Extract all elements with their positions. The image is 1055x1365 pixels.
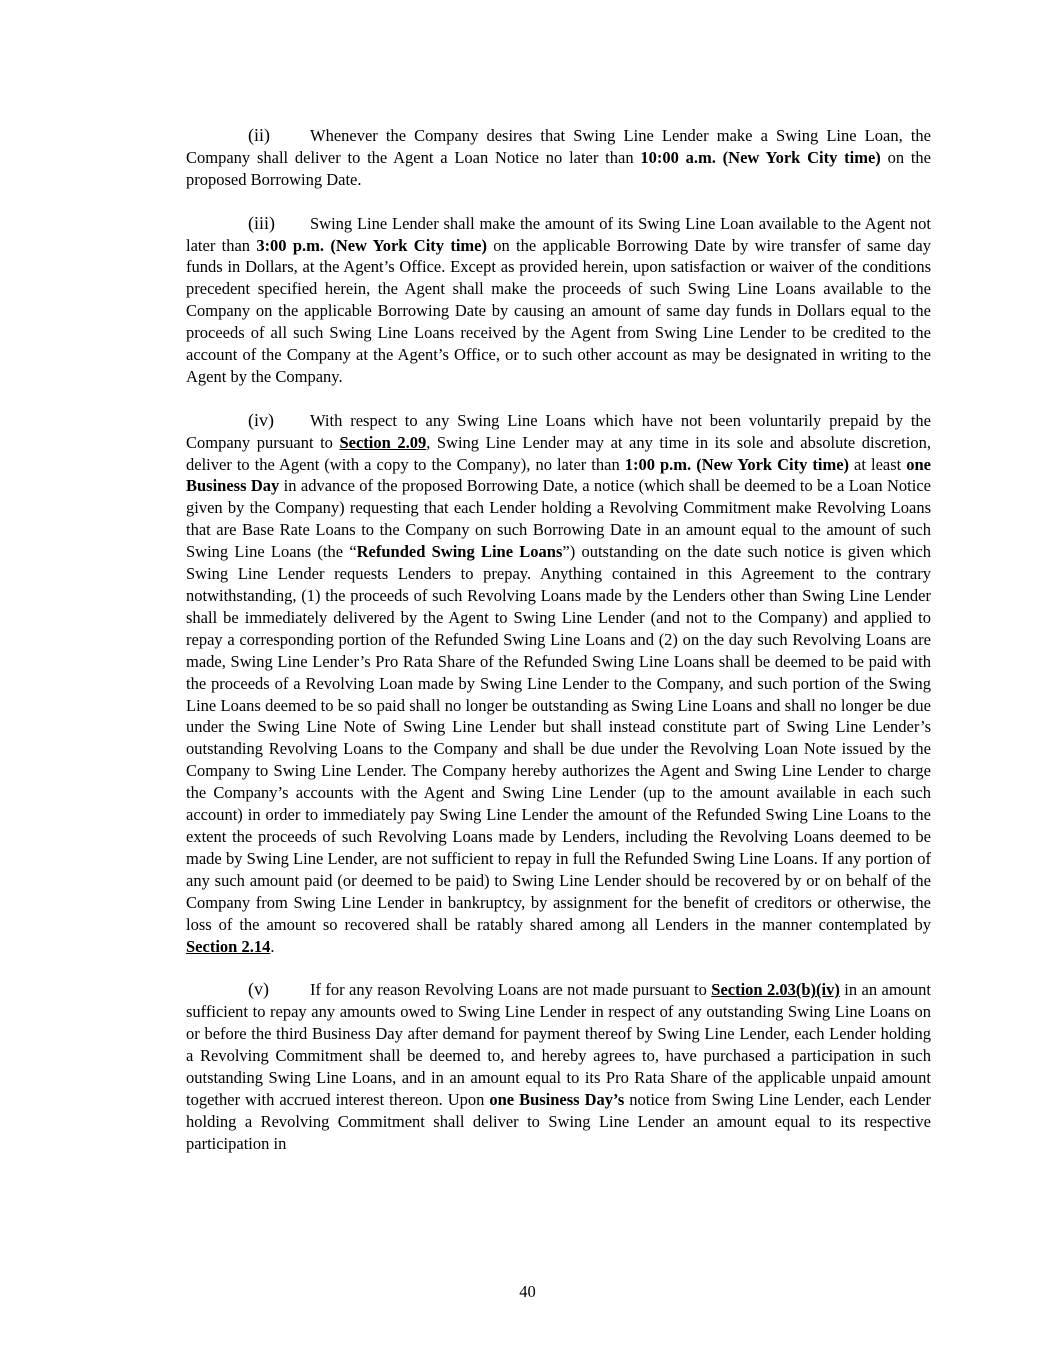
paragraph-number: (ii) [248, 125, 270, 145]
paragraph-text: in an amount sufficient to repay any amounts owed to Swing Line Lender in respect of any outstanding Swing Line Loans on or before the third Business Day after demand for payment thereof by Swing Line Lender, each Lender holding a Revolving Commitment shall be deemed to, and hereby agrees to, have purchased a participation in such outstanding Swing Line Loans, and in an amount equal to its Pro Rata Share of the applicable unpaid amount together with accrued interest thereon. Upon [186, 980, 931, 1109]
document-page [186, 125, 931, 1176]
bold-time: 1:00 p.m. (New York City time) [624, 454, 850, 474]
section-reference: Section 2.03(b)(iv) [711, 980, 840, 1000]
section-reference: Section 2.09 [339, 432, 427, 452]
paragraph-text: . [270, 936, 275, 956]
paragraph-text: ”) outstanding on the date such notice is given which Swing Line Lender requests Lenders to prepay. Anything contained in this Agreement to the contrary notwithstanding, (1) the proceeds of such Revolving Loans made by the Lenders other than Swing Line Lender shall be immediately delivered by the Agent to Swing Line Lender (and not to the Company) and applied to repay a corresponding portion of the Refunded Swing Line Loans and (2) on the day such Revolving Loans are made, Swing Line Lender’s Pro Rata Share of the Refunded Swing Line Loans shall be deemed to be paid with the proceeds of a Revolving Loan made by Swing Line Lender to the Company, and such portion of the Swing Line Loans deemed to be so paid shall no longer be outstanding as Swing Line Loans and shall no longer be due under the Swing Line Note of Swing Line Lender but shall instead constitute part of Swing Line Lender’s outstanding Revolving Loans to the Company and shall be due under the Revolving Loan Note issued by the Company to Swing Line Lender. The Company hereby authorizes the Agent and Swing Line Lender to charge the Company’s accounts with the Agent and Swing Line Lender (up to the amount available in each such account) in order to immediately pay Swing Line Lender the amount of the Refunded Swing Line Loans to the extent the proceeds of such Revolving Loans made by Lenders, including the Revolving Loans deemed to be made by Swing Line Lender, are not sufficient to repay in full the Refunded Swing Line Loans. If any portion of any such amount paid (or deemed to be paid) to Swing Line Lender should be recovered by or on behalf of the Company from Swing Line Lender in bankruptcy, by assignment for the benefit of creditors or otherwise, the loss of the amount so recovered shall be ratably shared among all Lenders in the manner contemplated by [186, 542, 931, 934]
paragraph-text: in advance of the proposed Borrowing Date, a notice (which shall be deemed to be a Loan Notice given by the Company) requesting that each Lender holding a Revolving Commitment make Revolving Loans that are Base Rate Loans to the Company on such Borrowing Date in an amount equal to the amount of such Swing Line Loans (the “ [186, 476, 931, 562]
defined-term: Refunded Swing Line Loans [356, 542, 563, 562]
bold-term: one Business Day’s [489, 1089, 625, 1109]
bold-time: 3:00 p.m. (New York City time) [256, 235, 487, 255]
paragraph-text: at least [849, 454, 907, 474]
paragraph-text: Swing Line Lender shall make the amount of its Swing Line Loan available to the Agent not later than [186, 213, 931, 255]
paragraph-text: on the applicable Borrowing Date by wire transfer of same day funds in Dollars, at the Agent’s Office. Except as provided herein, upon satisfaction or waiver of the conditions precedent specified herein, the Agent shall make the proceeds of such Swing Line Loans available to the Company on the applicable Borrowing Date by causing an amount of same day funds in Dollars equal to the proceeds of all such Swing Line Loans received by the Agent from Swing Line Lender to be credited to the account of the Company at the Agent’s Office, or to such other account as may be designated in writing to the Agent by the Company. [186, 235, 931, 386]
paragraph-text: With respect to any Swing Line Loans which have not been voluntarily prepaid by the Company pursuant to [186, 410, 931, 452]
paragraph-text: notice from Swing Line Lender, each Lender holding a Revolving Commitment shall deliver to Swing Line Lender an amount equal to its respective participation in [186, 1089, 932, 1153]
bold-term: one Business Day [186, 454, 931, 496]
paragraph-iii [186, 213, 931, 388]
paragraph-text: , Swing Line Lender may at any time in its sole and absolute discretion, deliver to the Agent (with a copy to the Company), no later than [186, 432, 931, 474]
section-reference: Section 2.14 [186, 936, 271, 956]
paragraph-iv [186, 410, 931, 958]
paragraph-number: (iv) [248, 409, 274, 430]
bold-time: 10:00 a.m. (New York City time) [640, 147, 881, 167]
paragraph-text: on the proposed Borrowing Date. [186, 147, 932, 189]
paragraph-number: (v) [248, 979, 269, 1000]
page-number: 40 [519, 1282, 536, 1301]
paragraph-number: (iii) [248, 212, 275, 233]
paragraph-v [186, 979, 931, 1154]
paragraph-text: If for any reason Revolving Loans are not made pursuant to [310, 980, 712, 1000]
paragraph-text: Whenever the Company desires that Swing Line Lender make a Swing Line Loan, the Company shall deliver to the Agent a Loan Notice no later than [186, 126, 931, 167]
paragraph-ii [186, 125, 931, 191]
